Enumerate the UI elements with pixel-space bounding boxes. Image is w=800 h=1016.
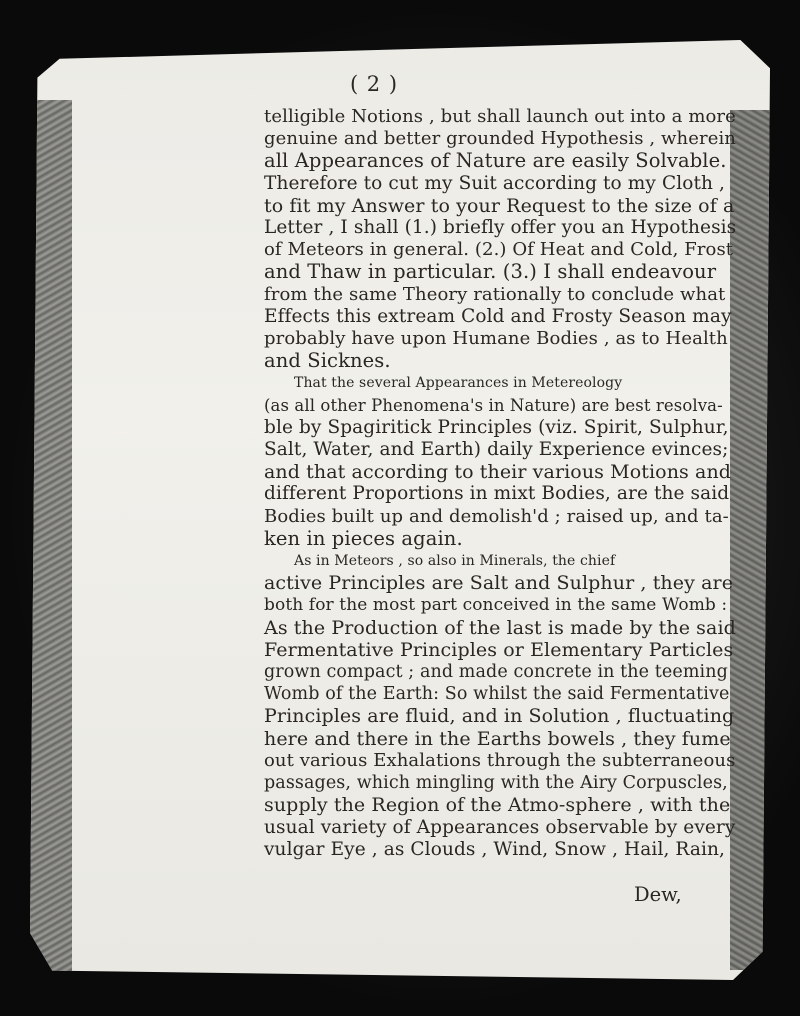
text-line: and Thaw in particular. (3.) I shall endeavour (264, 260, 717, 284)
page-edge-left (30, 100, 72, 980)
text-line: telligible Notions , but shall launch out into a more (264, 106, 736, 127)
text-line: ble by Spagiritick Principles (viz. Spirit, Sulphur, (264, 416, 729, 438)
text-line: Bodies built up and demolish'd ; raised up, and ta- (264, 505, 729, 527)
text-line: of Meteors in general. (2.) Of Heat and Cold, Frost (264, 239, 734, 261)
text-line: here and there in the Earths bowels , they fume (264, 727, 731, 750)
text-line: different Proportions in mixt Bodies, are the said (264, 483, 730, 505)
text-line: That the several Appearances in Metereology (294, 375, 623, 392)
body-text (264, 106, 737, 861)
text-line: Fermentative Principles or Elementary Particles (264, 638, 734, 661)
text-line: from the same Theory rationally to conclude what (264, 283, 726, 305)
text-line: Effects this extream Cold and Frosty Season may (264, 305, 732, 327)
text-line: ken in pieces again. (264, 526, 463, 550)
text-line: vulgar Eye , as Clouds , Wind, Snow , Hail, Rain, (264, 838, 726, 860)
text-line: and Sicknes. (264, 349, 391, 373)
text-line: out various Exhalations through the subterraneous (264, 749, 736, 771)
text-line: Letter , I shall (1.) briefly offer you an Hypothesis (264, 217, 737, 239)
text-line: to fit my Answer to your Request to the size of a (264, 194, 735, 217)
text-line: probably have upon Humane Bodies , as to Health (264, 328, 728, 350)
catchword: Dew, (634, 883, 682, 906)
text-line: grown compact ; and made concrete in the teeming (264, 662, 728, 683)
text-line: passages, which mingling with the Airy Corpuscles, (264, 773, 728, 794)
text-line: Womb of the Earth: So whilst the said Fermentative (264, 684, 730, 705)
text-line: As the Production of the last is made by the said (264, 616, 736, 639)
text-line: Therefore to cut my Suit according to my Cloth , (264, 172, 725, 194)
text-line: (as all other Phenomena's in Nature) are best resolva- (264, 395, 723, 415)
text-line: As in Meteors , so also in Minerals, the chief (294, 553, 616, 570)
text-line: all Appearances of Nature are easily Solvable. (264, 149, 727, 173)
page-number: ( 2 ) (349, 72, 399, 96)
text-line: usual variety of Appearances observable by every (264, 816, 736, 838)
text-line: genuine and better grounded Hypothesis , wherein (264, 128, 736, 150)
text-line: Principles are fluid, and in Solution , fluctuating (264, 705, 735, 728)
text-line: active Principles are Salt and Sulphur , they are (264, 572, 734, 595)
text-line: supply the Region of the Atmo-sphere , with the (264, 794, 731, 817)
text-line: and that according to their various Motions and (264, 461, 732, 484)
text-line: both for the most part conceived in the same Womb : (264, 595, 728, 616)
text-line: Salt, Water, and Earth) daily Experience evinces; (264, 439, 729, 461)
